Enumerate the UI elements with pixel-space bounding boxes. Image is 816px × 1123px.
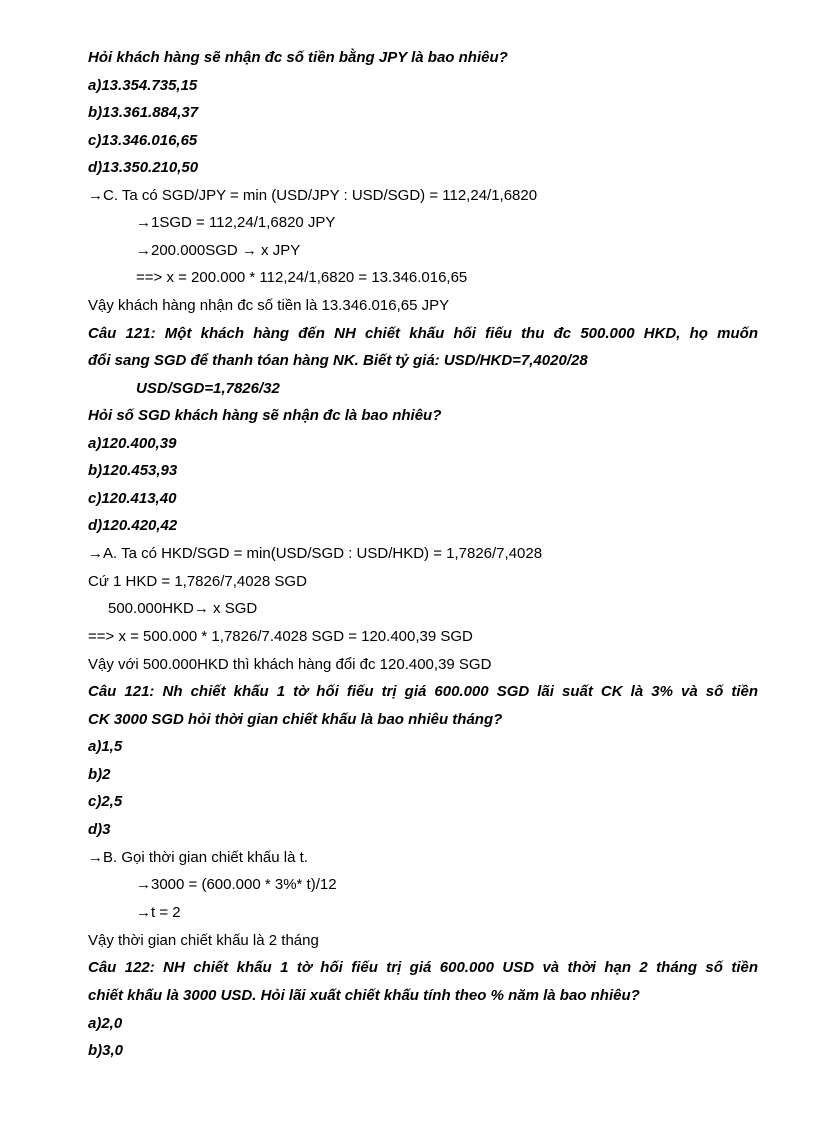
answer-option-d: d)120.420,42: [88, 517, 178, 534]
solution-line: →1SGD = 112,24/1,6820 JPY: [136, 214, 336, 231]
question-text: Hỏi khách hàng sẽ nhận đc số tiền bằng JPY là bao nhiêu?: [88, 49, 508, 66]
question-text: chiết khấu là 3000 USD. Hỏi lãi xuất chiết khấu tính theo % năm là bao nhiêu?: [88, 987, 640, 1004]
solution-line: →C. Ta có SGD/JPY = min (USD/JPY : USD/SGD) = 112,24/1,6820: [88, 187, 538, 204]
answer-option-d: d)3: [88, 821, 111, 838]
question-heading: Câu 122: NH chiết khấu 1 tờ hối fiếu trị giá 600.000 USD và thời hạn 2 tháng số tiền: [88, 959, 758, 976]
question-text: CK 3000 SGD hỏi thời gian chiết khấu là bao nhiêu tháng?: [88, 711, 503, 728]
answer-option-d: d)13.350.210,50: [88, 159, 199, 176]
answer-option-a: a)13.354.735,15: [88, 77, 198, 94]
answer-option-b: b)13.361.884,37: [88, 104, 199, 121]
answer-option-c: c)120.413,40: [88, 490, 177, 507]
solution-line: →t = 2: [136, 904, 181, 921]
answer-option-b: b)3,0: [88, 1042, 124, 1059]
conclusion-line: Vậy khách hàng nhận đc số tiền là 13.346.016,65 JPY: [88, 297, 450, 314]
question-heading: Câu 121: Một khách hàng đến NH chiết khấu hối fiếu thu đc 500.000 HKD, họ muốn: [88, 325, 758, 342]
solution-line: →200.000SGD → x JPY: [136, 242, 301, 259]
solution-line: 500.000HKD→ x SGD: [108, 600, 258, 617]
solution-line: →B. Gọi thời gian chiết khấu là t.: [88, 849, 308, 866]
answer-option-a: a)120.400,39: [88, 435, 177, 452]
answer-option-c: c)2,5: [88, 793, 123, 810]
solution-line: Cứ 1 HKD = 1,7826/7,4028 SGD: [88, 573, 307, 590]
solution-line: ==> x = 500.000 * 1,7826/7.4028 SGD = 120.400,39 SGD: [88, 628, 473, 645]
question-text: USD/SGD=1,7826/32: [136, 380, 280, 397]
conclusion-line: Vậy thời gian chiết khấu là 2 tháng: [88, 932, 319, 949]
solution-line: ==> x = 200.000 * 112,24/1,6820 = 13.346.016,65: [136, 269, 468, 286]
answer-option-b: b)120.453,93: [88, 462, 178, 479]
question-heading: Câu 121: Nh chiết khấu 1 tờ hối fiếu trị giá 600.000 SGD lãi suất CK là 3% và số tiền: [88, 683, 758, 700]
answer-option-a: a)1,5: [88, 738, 123, 755]
solution-line: →A. Ta có HKD/SGD = min(USD/SGD : USD/HKD) = 1,7826/7,4028: [88, 545, 543, 562]
answer-option-b: b)2: [88, 766, 111, 783]
answer-option-a: a)2,0: [88, 1015, 123, 1032]
question-text: đổi sang SGD để thanh tóan hàng NK. Biết tỷ giá: USD/HKD=7,4020/28: [88, 352, 588, 369]
answer-option-c: c)13.346.016,65: [88, 132, 198, 149]
conclusion-line: Vậy với 500.000HKD thì khách hàng đổi đc 120.400,39 SGD: [88, 656, 492, 673]
question-text: Hỏi số SGD khách hàng sẽ nhận đc là bao nhiêu?: [88, 407, 442, 424]
solution-line: →3000 = (600.000 * 3%* t)/12: [136, 876, 337, 893]
